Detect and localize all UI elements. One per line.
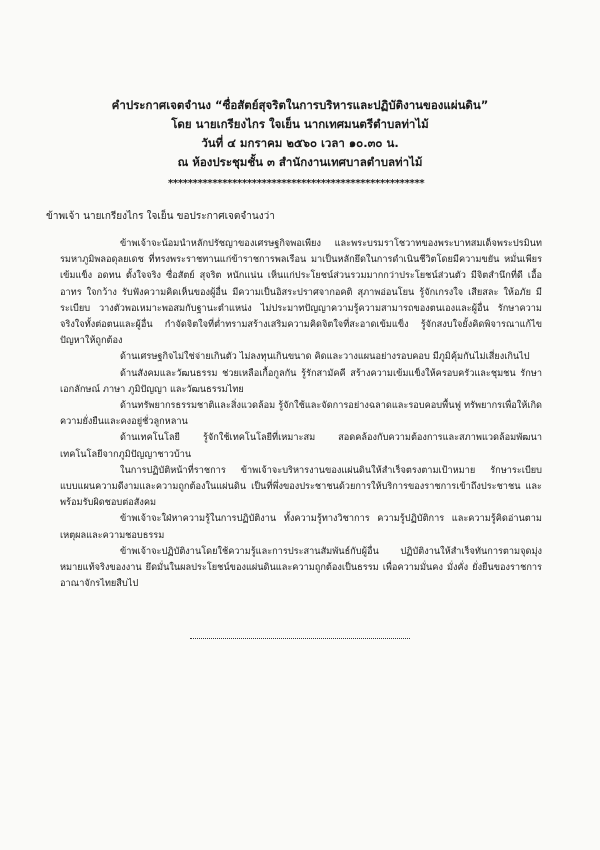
declaration-title: คำประกาศเจตจำนง “ซื่อสัตย์สุจริตในการบริหารและปฏิบัติงานของแผ่นดิน” xyxy=(111,98,489,112)
greeting-line: ข้าพเจ้า นายเกรียงไกร ใจเย็น ขอประกาศเจตจำนงว่า xyxy=(46,211,275,222)
paragraph-society-culture: ด้านสังคมและวัฒนธรรม ช่วยเหลือเกื้อกูลกัน รู้รักสามัคคี สร้างความเข้มแข็งให้ครอบครัวและชุมชน รักษาเอกลักษณ์ ภาษา ภูมิปัญญา และวัฒนธรรมไทย xyxy=(60,367,542,395)
declarant-line: โดย นายเกรียงไกร ใจเย็น นากเทศมนตรีตำบลท่าไม้ xyxy=(171,117,429,131)
declaration-body xyxy=(60,236,542,592)
paragraph-technology: ด้านเทคโนโลยี รู้จักใช้เทคโนโลยีที่เหมาะสม สอดคล้องกับความต้องการและสภาพแวดล้อมพัฒนาเทคโนโลยีจากภูมิปัญญาชาวบ้าน xyxy=(60,432,542,460)
asterisk-divider: **************************************************** xyxy=(168,178,425,189)
dotted-closing-line xyxy=(190,637,410,639)
venue-line: ณ ห้องประชุมชั้น ๓ สำนักงานเทศบาลตำบลท่าไม้ xyxy=(177,155,423,169)
paragraph-economy: ด้านเศรษฐกิจไม่ใช่จ่ายเกินตัว ไม่ลงทุนเกินขนาด คิดและวางแผนอย่างรอบคอบ มีภูมิคุ้มกันไม่เสี่ยงเกินไป xyxy=(120,351,530,363)
paragraph-principles: ข้าพเจ้าจะน้อมนำหลักปรัชญาของเศรษฐกิจพอเพียง และพระบรมราโชวาทของพระบาทสมเด็จพระปรมินทรมหาภูมิพลอดุลยเดช ที่ทรงพระราชทานแก่ข้าราชการพลเรือน มาเป็นหลักยึดในการดำเนินชีวิตโดยมีความขยัน หมั่นเพียร เข้มแข็ง อดทน ตั้งใจจริง ซื่อสัตย์ สุจริต หนักแน่น เห็นแก่ประโยชน์ส่วนรวมมากกว่าประโยชน์ส่วนตัว มีจิตสำนึกที่ดี เอื้ออาทร ใจกว้าง รับฟังความคิดเห็นของผู้อื่น มีความเป็นอิสระปราศจากอคติ สุภาพอ่อนโยน รู้จักเกรงใจ เสียสละ ให้อภัย มีระเบียบ วางตัวพอเหมาะพอสมกับฐานะตำแหน่ง ไม่ประมาทปัญญาความรู้ความสามารถของตนเองและผู้อื่น รักษาความจริงใจทั้งต่อตนและผู้อื่น กำจัดจิตใจที่ต่ำทรามสร้างเสริมความคิดจิตใจที่สะอาดเข้มแข็ง รู้จักสงบใจยั้งคิดพิจารณาแก้ไขปัญหาให้ถูกต้อง xyxy=(60,238,542,347)
date-time-line: วันที่ ๔ มกราคม ๒๕๖๐ เวลา ๑๐.๓๐ น. xyxy=(201,136,399,150)
paragraph-knowledge: ข้าพเจ้าจะใฝ่หาความรู้ในการปฏิบัติงาน ทั้งความรู้ทางวิชาการ ความรู้ปฏิบัติการ และความรู้คิดอ่านตามเหตุผลและความชอบธรรม xyxy=(60,513,542,541)
paragraph-cooperation: ข้าพเจ้าจะปฏิบัติงานโดยใช้ความรู้และการประสานสัมพันธ์กับผู้อื่น ปฏิบัติงานให้สำเร็จทันการตามจุดมุ่งหมายแท้จริงของงาน ยึดมั่นในผลประโยชน์ของแผ่นดินและความถูกต้องเป็นธรรม เพื่อความมั่นคง มั่งคั่ง ยั่งยืนของราชการอาณาจักรไทยสืบไป xyxy=(60,545,542,590)
paragraph-natural-resources: ด้านทรัพยากรธรรมชาติและสิ่งแวดล้อม รู้จักใช้และจัดการอย่างฉลาดและรอบคอบพื้นฟู ทรัพยากรเพื่อให้เกิดความยั่งยืนและคงอยู่ชั่วลูกหลาน xyxy=(60,400,542,428)
paragraph-official-duties: ในการปฏิบัติหน้าที่ราชการ ข้าพเจ้าจะบริหารงานของแผ่นดินให้สำเร็จตรงตามเป้าหมาย รักษาระเบียบแบบแผนความดีงามและความถูกต้องในแผ่นดิน เป็นที่พึ่งของประชาชนด้วยการให้บริการของราชการเข้าถึงประชาชน และพร้อมรับผิดชอบต่อสังคม xyxy=(60,464,542,509)
document-header xyxy=(0,96,600,172)
